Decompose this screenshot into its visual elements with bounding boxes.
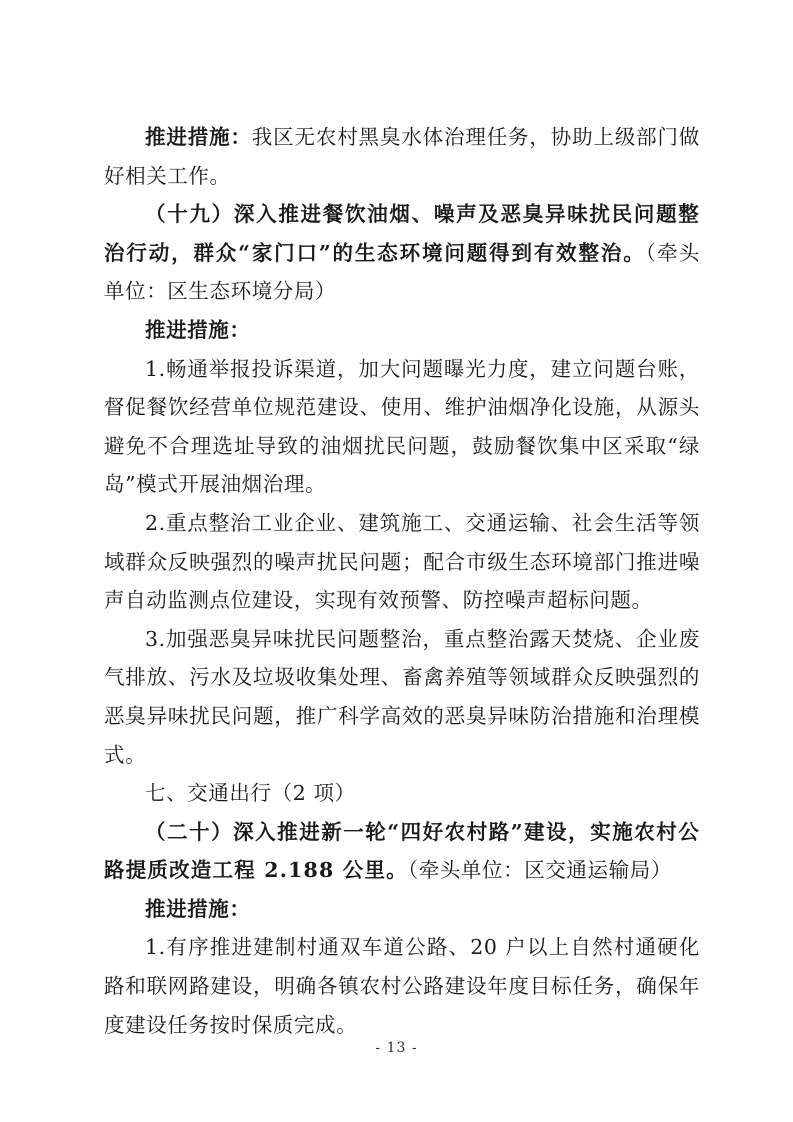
measures-label-3: 推进措施：	[145, 896, 251, 921]
task-19-heading: （十九）深入推进餐饮油烟、噪声及恶臭异味扰民问题整治行动，群众“家门口”的生态环境问题得到有效整治。	[104, 202, 700, 265]
task-19-paragraph	[104, 195, 700, 311]
document-body	[104, 118, 700, 1044]
measures-paragraph-1	[104, 118, 700, 195]
task-19-measure-3: 3.加强恶臭异味扰民问题整治，重点整治露天焚烧、企业废气排放、污水及垃圾收集处理、畜禽养殖等领域群众反映强烈的恶臭异味扰民问题，推广科学高效的恶臭异味防治措施和治理模式。	[104, 626, 700, 767]
measures-text: 我区无农村黑臭水体治理任务，协助上级部门做好相关工作。	[104, 125, 700, 188]
task-20-paragraph	[104, 813, 700, 890]
task-19-measure-1: 1.畅通举报投诉渠道，加大问题曝光力度，建立问题台账，督促餐饮经营单位规范建设、使用、维护油烟净化设施，从源头避免不合理选址导致的油烟扰民问题，鼓励餐饮集中区采取“绿岛”模式开展油烟治理。	[104, 356, 700, 497]
task-20-lead-unit: （牵头单位：区交通运输局）	[407, 858, 672, 883]
page-number: - 13 -	[375, 1040, 418, 1056]
task-19-measure-2: 2.重点整治工业企业、建筑施工、交通运输、社会生活等领域群众反映强烈的噪声扰民问题；配合市级生态环境部门推进噪声自动监测点位建设，实现有效预警、防控噪声超标问题。	[104, 510, 700, 613]
task-20-measure-1: 1.有序推进建制村通双车道公路、20 户以上自然村通硬化路和联网路建设，明确各镇农村公路建设年度目标任务，确保年度建设任务按时保质完成。	[104, 935, 700, 1037]
task-20-heading: （二十）深入推进新一轮“四好农村路”建设，实施农村公路提质改造工程 2.188 公里。	[104, 819, 700, 883]
section-7-heading: 七、交通出行（2 项）	[145, 781, 356, 806]
measures-label-2: 推进措施：	[145, 317, 251, 342]
measures-label: 推进措施：	[145, 125, 252, 149]
task-19-lead-unit: （牵头单位：区生态环境分局）	[104, 240, 700, 304]
